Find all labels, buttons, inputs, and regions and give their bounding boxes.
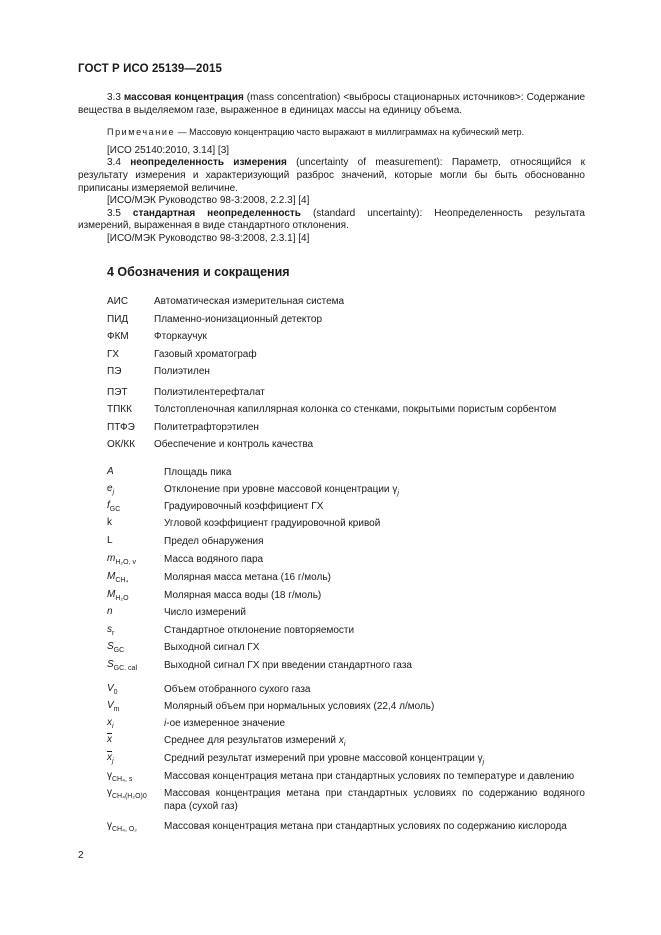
definition-3-5 xyxy=(78,208,585,233)
definition-text: (uncertainty of measurement): Параметр, относящийся к результату измерения и характеризующий разброс значений, которые могли бы быть обоснованно приписаны измеряемой величине. xyxy=(78,157,586,194)
symbol: $M_{CH_4}$ xyxy=(107,571,129,584)
symbol: $S_{GC}$ xyxy=(107,641,125,654)
symbol-description: Массовая концентрация метана при стандартных условиях по содержанию кислорода xyxy=(164,821,567,832)
definition-term: массовая концентрация xyxy=(123,92,244,103)
symbol-description: Среднее для результатов измерений $x_i$ xyxy=(164,735,346,748)
symbol: A xyxy=(107,466,114,477)
symbol-description: Массовая концентрация метана при стандартных условиях по температуре и давлению xyxy=(164,771,575,782)
definition-3-3 xyxy=(78,92,585,117)
reference: [ИСО 25140:2010, 3.14] [3] xyxy=(107,144,230,156)
symbol: $V_0$ xyxy=(107,683,118,696)
symbol: $S_{GC. cal}$ xyxy=(107,659,138,672)
symbol-description: Отклонение при уровне массовой концентрации $\gamma_j$ xyxy=(164,484,399,497)
symbol-description: Предел обнаружения xyxy=(164,536,264,547)
definition-3-4 xyxy=(78,157,585,195)
document-code-header: ГОСТ Р ИСО 25139—2015 xyxy=(78,63,223,75)
symbol: L xyxy=(107,535,113,546)
page-number: 2 xyxy=(78,850,84,861)
symbol: $\overline{x}_j$ xyxy=(107,752,114,765)
symbol: $\gamma_{CH_4(H_2O)0}$ xyxy=(107,787,147,800)
symbol: $s_r$ xyxy=(107,624,115,637)
symbol: $V_m$ xyxy=(107,700,120,713)
symbol-description: Молярный объем при нормальных условиях (22,4 л/моль) xyxy=(164,701,435,712)
symbol: $\gamma_{CH_4, O_2}$ xyxy=(107,820,138,833)
symbol-description: Градуировочный коэффициент ГХ xyxy=(164,501,324,512)
symbol: $\overline{x}$ xyxy=(107,734,112,745)
definition-text: (mass concentration) <выбросы стационарных источников>: Содержание вещества в выделяемом газе, выраженное в единицах массы на единицу объема. xyxy=(78,92,586,116)
definition-number: 3.4 xyxy=(107,157,121,169)
symbol-description: Молярная масса метана (16 г/моль) xyxy=(164,572,331,583)
symbol: $x_i$ xyxy=(107,717,114,730)
symbol-description: Массовая концентрация метана при стандартных условиях по содержанию водяного xyxy=(164,788,585,799)
symbol-description: Угловой коэффициент градуировочной кривой xyxy=(164,518,381,529)
symbol-description: Стандартное отклонение повторяемости xyxy=(164,625,355,636)
note-text: — Массовую концентрацию часто выражают в миллиграммах на кубический метр. xyxy=(175,127,525,138)
symbol: $e_j$ xyxy=(107,483,115,496)
definition-term: стандартная неопределенность xyxy=(132,207,301,219)
definition-number: 3.3 xyxy=(107,92,121,103)
symbol-description: Средний результат измерений при уровне массовой концентрации $\gamma_j$ xyxy=(164,753,485,766)
symbol-description: Выходной сигнал ГХ xyxy=(164,642,260,653)
symbol-description: пара (сухой газ) xyxy=(164,801,238,812)
reference: [ИСО/МЭК Руководство 98-3:2008, 2.3.1] [4] xyxy=(107,232,310,244)
symbol: k xyxy=(107,517,112,528)
symbol-description: Молярная масса воды (18 г/моль) xyxy=(164,590,322,601)
note xyxy=(78,126,585,139)
symbol-description: Площадь пика xyxy=(164,467,232,478)
symbol-description: Объем отобранного сухого газа xyxy=(164,684,311,695)
symbol-description: i-ое измеренное значение xyxy=(164,718,286,729)
symbol-description: Масса водяного пара xyxy=(164,554,264,565)
symbol: $m_{H_2O, v}$ xyxy=(107,553,136,566)
symbol-description: Выходной сигнал ГХ при введении стандартного газа xyxy=(164,660,412,671)
symbol: $f_{GC}$ xyxy=(107,500,121,513)
symbol-description: Число измерений xyxy=(164,607,246,618)
section-title: 4 Обозначения и сокращения xyxy=(107,265,290,279)
definition-text: (standard uncertainty): Неопределенность результата измерений, выраженная в виде стандартного отклонения. xyxy=(78,207,585,232)
reference: [ИСО/МЭК Руководство 98-3:2008, 2.2.3] [4] xyxy=(107,195,310,207)
symbol: $\gamma_{CH_4, s}$ xyxy=(107,770,133,783)
symbol: $M_{H_2O}$ xyxy=(107,589,129,602)
definitions-block xyxy=(78,92,585,246)
definition-term: неопределенность измерения xyxy=(130,157,287,169)
note-label: Примечание xyxy=(107,127,176,138)
symbol: n xyxy=(107,606,113,617)
definition-number: 3.5 xyxy=(107,207,121,219)
